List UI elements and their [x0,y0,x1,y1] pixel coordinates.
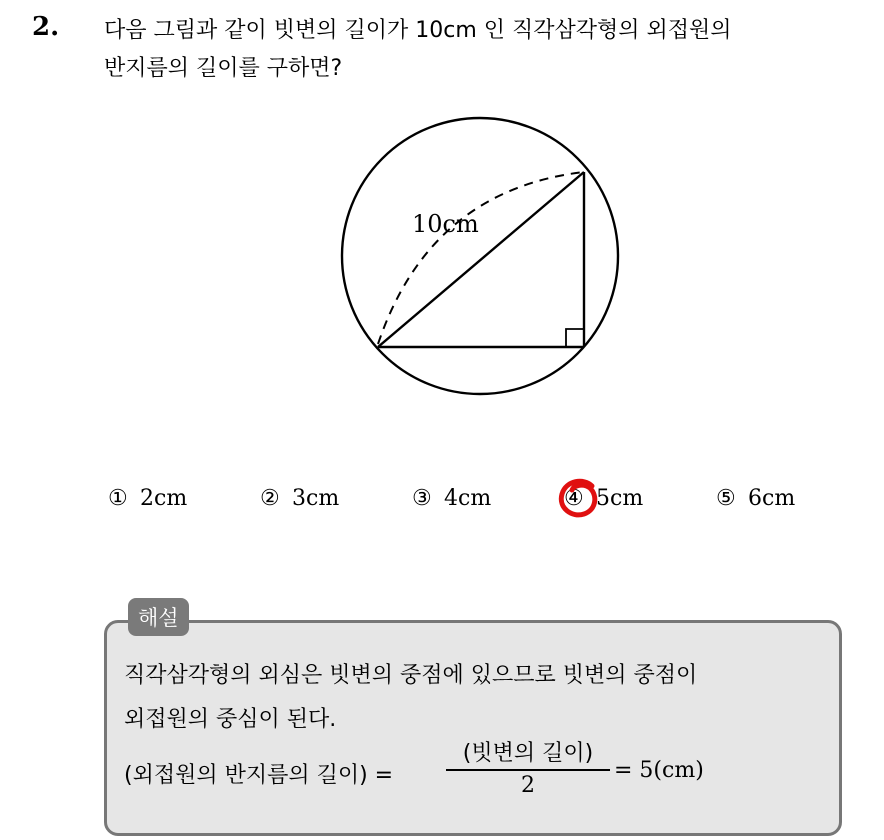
formula-rhs: = 5(cm) [614,758,704,783]
question-line-1: 다음 그림과 같이 빗변의 길이가 10cm 인 직각삼각형의 외접원의 [104,18,732,43]
formula-numerator: (빗변의 길이) [462,741,594,766]
choice-2-number: ② [260,486,280,511]
formula-denominator: 2 [521,773,535,798]
choice-5[interactable] [716,486,795,511]
choice-5-number: ⑤ [716,486,736,511]
choice-1-value: 2cm [140,486,188,511]
hypotenuse [378,172,584,347]
right-angle-mark [566,329,584,347]
formula-lhs: (외접원의 반지름의 길이) = [124,763,394,788]
choice-1[interactable] [108,486,187,511]
hypotenuse-label: 10cm [412,210,479,238]
solution-formula [124,736,824,806]
circumcircle-figure [330,115,630,405]
fraction-bar [446,769,610,771]
solution-line-1: 직각삼각형의 외심은 빗변의 중점에 있으므로 빗변의 중점이 [124,663,698,688]
answer-mark-icon [556,476,602,522]
choice-3-number: ③ [412,486,432,511]
question-text [104,12,874,88]
choice-4-number: ④ [564,486,584,511]
solution-text [124,654,834,742]
choice-1-number: ① [108,486,128,511]
question-line-2: 반지름의 길이를 구하면? [104,56,343,81]
solution-line-2: 외접원의 중심이 된다. [124,707,337,732]
choice-2-value: 3cm [292,486,340,511]
choice-2[interactable] [260,486,339,511]
question-number: 2. [32,12,60,42]
choice-4-value: 5cm [596,486,644,511]
solution-tag: 해설 [128,598,189,636]
choices [108,480,828,524]
circumcircle [342,118,618,394]
choice-3[interactable] [412,486,491,511]
choice-5-value: 6cm [748,486,796,511]
choice-3-value: 4cm [444,486,492,511]
formula-fraction [446,736,610,798]
